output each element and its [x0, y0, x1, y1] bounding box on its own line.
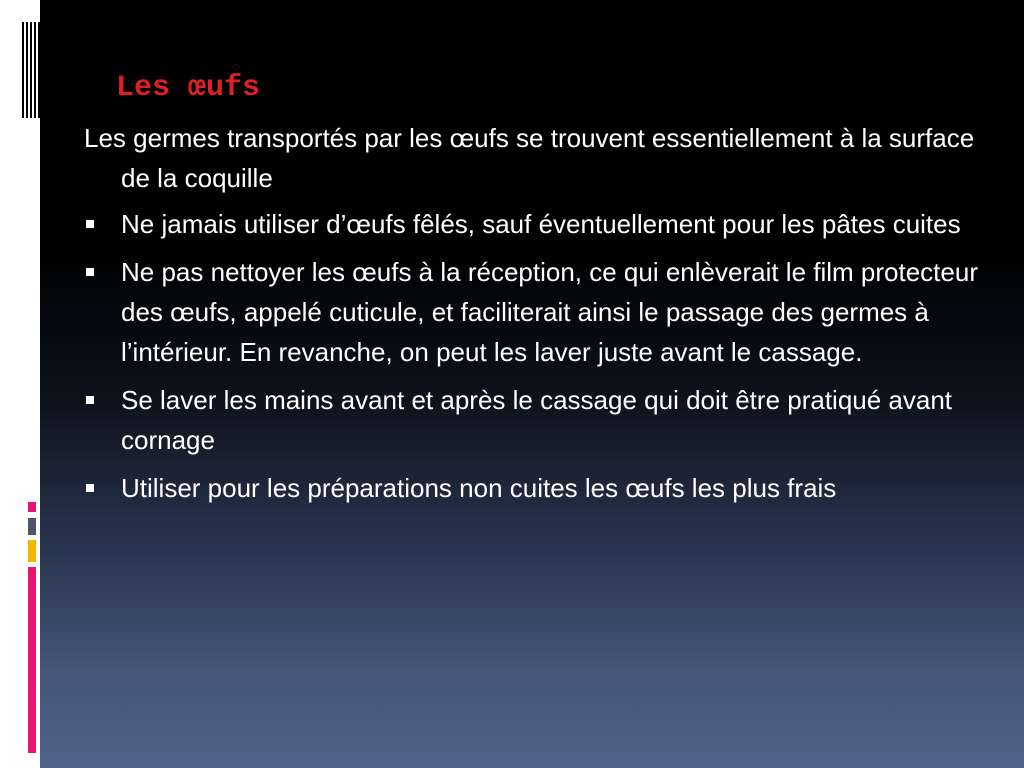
slide-title: Les œufs — [116, 71, 261, 105]
striped-lines-decoration — [22, 22, 40, 118]
bullet-item — [84, 204, 984, 244]
bullet-text: Ne jamais utiliser d’œufs fêlés, sauf éventuellement pour les pâtes cuites — [121, 209, 961, 239]
slate-accent-bar — [28, 518, 36, 535]
square-bullet-icon — [86, 396, 94, 404]
bullet-item — [84, 252, 984, 372]
slide-body — [84, 118, 984, 516]
bullet-item — [84, 380, 984, 460]
intro-paragraph: Les germes transportés par les œufs se trouvent essentiellement à la surface de la coquille — [84, 123, 975, 193]
bullet-list — [84, 204, 984, 508]
bullet-text: Utiliser pour les préparations non cuites les œufs les plus frais — [121, 473, 837, 503]
bullet-text: Ne pas nettoyer les œufs à la réception, ce qui enlèverait le film protecteur des œufs, appelé cuticule, et faciliterait ainsi le passage des germes à l’intérieur. En revanche, on peut les laver juste avant le cassage. — [121, 257, 978, 367]
square-bullet-icon — [86, 220, 94, 228]
square-bullet-icon — [86, 268, 94, 276]
bullet-text: Se laver les mains avant et après le cassage qui doit être pratiqué avant cornage — [121, 385, 953, 455]
bullet-item — [84, 468, 984, 508]
left-decor-strip — [0, 0, 40, 768]
pink-accent-bar — [28, 502, 36, 512]
square-bullet-icon — [86, 484, 94, 492]
yellow-accent-bar — [28, 540, 36, 562]
pink-long-accent-bar — [28, 567, 36, 753]
